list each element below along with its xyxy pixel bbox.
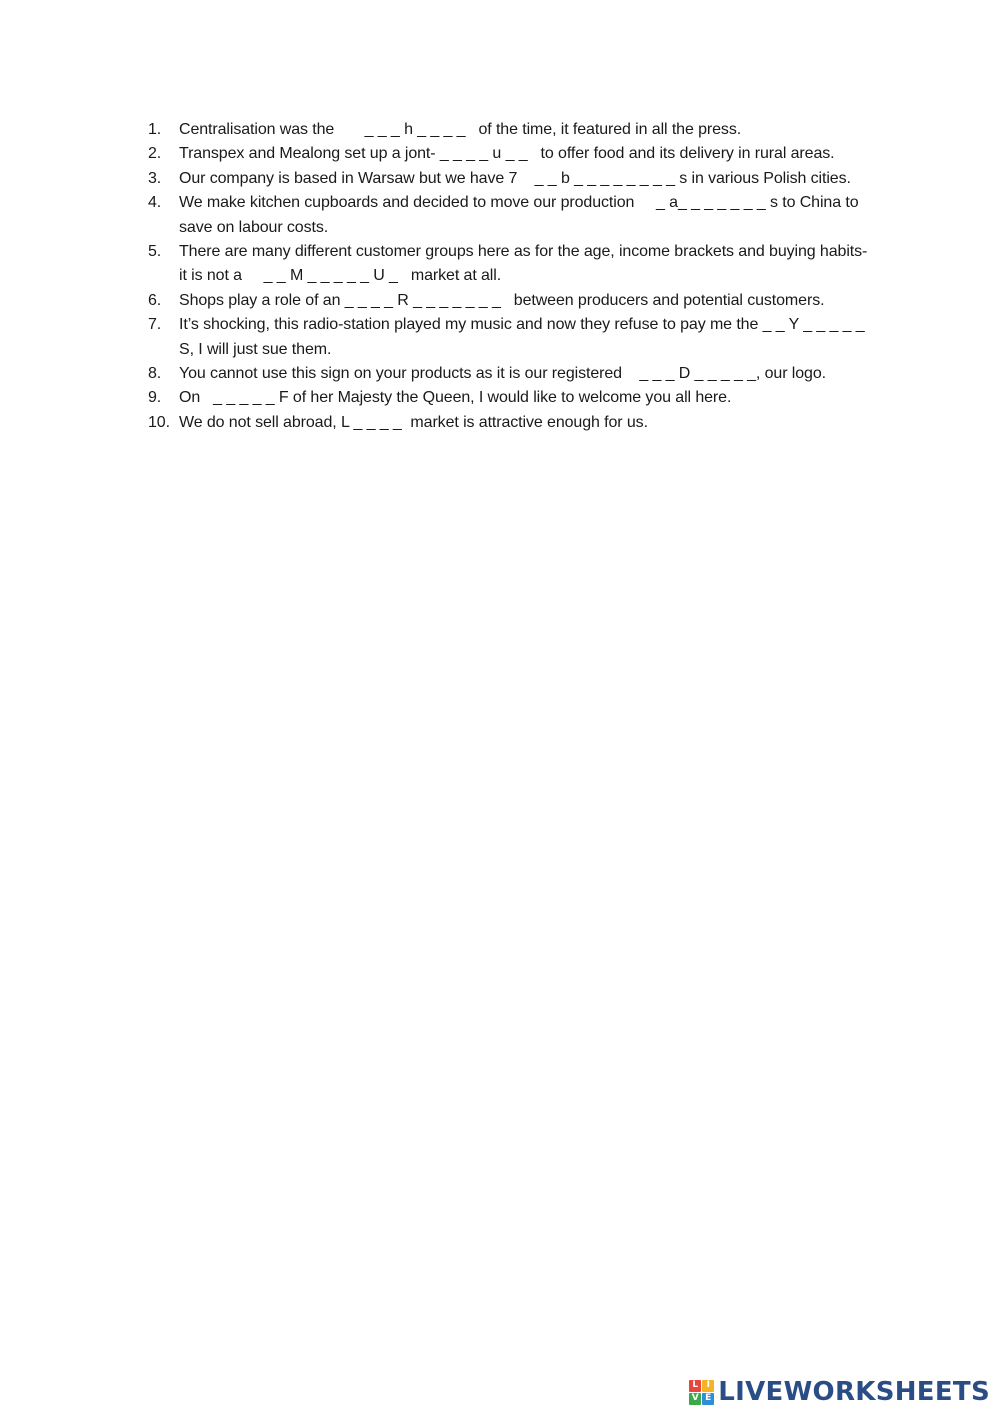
- question-number: 10.: [148, 413, 170, 431]
- question-item: [148, 240, 878, 289]
- question-number: 8.: [148, 365, 162, 383]
- question-number: 7.: [148, 316, 162, 334]
- question-number: 6.: [148, 291, 162, 309]
- question-text: Shops play a role of an _ _ _ _ R _ _ _ _ _ _ _ between producers and potential customers.: [179, 291, 825, 309]
- question-number: 9.: [148, 389, 162, 407]
- question-item: [148, 411, 878, 435]
- question-number: 2.: [148, 145, 162, 163]
- question-text: Our company is based in Warsaw but we have 7 _ _ b _ _ _ _ _ _ _ _ s in various Polish cities.: [179, 169, 851, 187]
- question-number: 1.: [148, 121, 162, 138]
- question-text: Transpex and Mealong set up a jont- _ _ _ _ u _ _ to offer food and its delivery in rural areas.: [179, 145, 835, 163]
- question-text: There are many different customer groups here as for the age, income brackets and buying habits- it is not a _ _ M _ _ _ _ _ U _ market at all.: [179, 243, 872, 285]
- question-item: [148, 167, 878, 191]
- logo-text: LIVEWORKSHEETS: [718, 1377, 990, 1407]
- liveworksheets-logo: [689, 1379, 990, 1405]
- question-number: 3.: [148, 169, 162, 187]
- question-number: 4.: [148, 194, 162, 212]
- question-text: We make kitchen cupboards and decided to move our production _ a_ _ _ _ _ _ _ s to China to save on labour costs.: [179, 194, 863, 236]
- question-item: [148, 362, 878, 386]
- logo-mark-cell: I: [702, 1380, 714, 1392]
- question-item: [148, 313, 878, 362]
- question-text: It’s shocking, this radio-station played my music and now they refuse to pay me the _ _ Y _ _ _ _ _ S, I will just sue them.: [179, 316, 869, 358]
- question-list: [148, 118, 878, 435]
- question-text: On _ _ _ _ _ F of her Majesty the Queen, I would like to welcome you all here.: [179, 389, 732, 407]
- question-item: [148, 191, 878, 240]
- question-text: We do not sell abroad, L _ _ _ _ market is attractive enough for us.: [179, 413, 648, 431]
- question-text: You cannot use this sign on your products as it is our registered _ _ _ D _ _ _ _ _, our logo.: [179, 365, 826, 383]
- question-item: [148, 386, 878, 410]
- question-number: 5.: [148, 243, 162, 261]
- question-text: Centralisation was the _ _ _ h _ _ _ _ of the time, it featured in all the press.: [179, 121, 742, 138]
- logo-mark-cell: V: [689, 1393, 701, 1405]
- question-item: [148, 118, 878, 142]
- logo-mark-icon: [689, 1380, 714, 1405]
- logo-mark-cell: L: [689, 1380, 701, 1392]
- question-item: [148, 142, 878, 166]
- logo-mark-cell: E: [702, 1393, 714, 1405]
- question-item: [148, 289, 878, 313]
